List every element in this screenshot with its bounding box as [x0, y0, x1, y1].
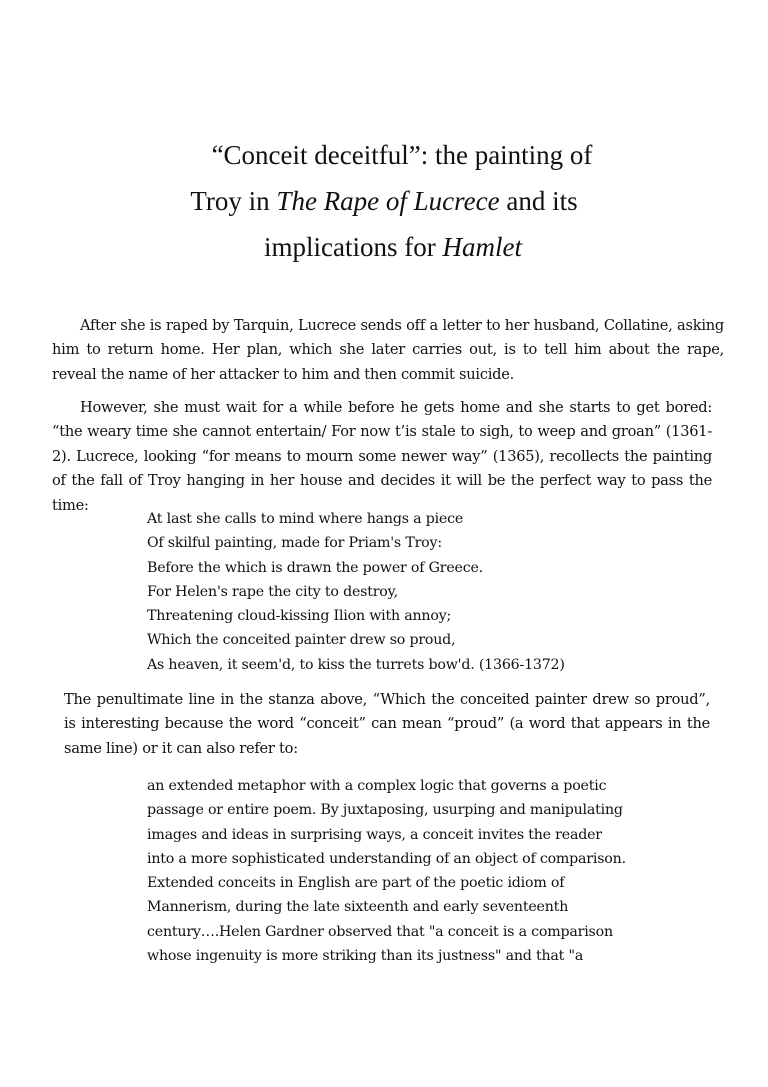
quote-line: Of skilful painting, made for Priam's Troy: [147, 535, 442, 552]
quote-line: At last she calls to mind where hangs a piece [147, 511, 464, 527]
quote-line: Threatening cloud-kissing Ilion with annoy; [147, 608, 452, 625]
quote-line: century….Helen Gardner observed that "a conceit is a comparison [147, 923, 613, 940]
title-work-lucrece: The Rape of Lucrece [276, 186, 500, 216]
title-line-3-start: implications for [264, 232, 443, 262]
title-line-2-start: Troy in [190, 186, 277, 216]
quote-line: whose ingenuity is more striking than its justness" and that "a [147, 948, 584, 965]
quote-line: Which the conceited painter drew so proud, [147, 632, 456, 649]
body-paragraph-2: However, she must wait for a while before he gets home and she starts to get bored: “the weary time she cannot entertain/ For now t’is stale to sigh, to weep and groan” (1361-2). Lucrece, looking “for means to mourn some newer way” (1365), recollects the painting of the fall of Troy hanging in her house and decides it will be the perfect way to pass the time: [52, 399, 712, 514]
quote-line: images and ideas in surprising ways, a conceit invites the reader [147, 826, 602, 843]
body-paragraph-1: After she is raped by Tarquin, Lucrece sends off a letter to her husband, Collatine, asking him to return home. Her plan, which she later carries out, is to tell him about the rape, reveal the name of her attacker to him and then commit suicide. [52, 317, 724, 383]
quote-line: Before the which is drawn the power of Greece. [147, 559, 483, 576]
title-line-1: “Conceit deceitful”: the painting of [211, 140, 593, 170]
document-title [0, 132, 768, 270]
quote-line: Extended conceits in English are part of the poetic idiom of [147, 875, 565, 892]
quote-line: passage or entire poem. By juxtaposing, usurping and manipulating [147, 802, 623, 819]
body-paragraph-3: The penultimate line in the stanza above, “Which the conceited painter drew so proud”, is interesting because the word “conceit” can mean “proud” (a word that appears in the same line) or it can also refer to: [64, 691, 710, 757]
title-line-2 [0, 178, 768, 224]
quote-line: Mannerism, during the late sixteenth and early seventeenth [147, 899, 569, 916]
block-quote-lucrece [147, 507, 707, 677]
title-work-hamlet: Hamlet [442, 232, 522, 262]
quote-line: into a more sophisticated understanding of an object of comparison. [147, 850, 626, 867]
quote-line: As heaven, it seem'd, to kiss the turrets bow'd. (1366-1372) [147, 656, 565, 673]
block-quote-conceit-definition [147, 774, 647, 968]
quote-line: an extended metaphor with a complex logic that governs a poetic [147, 778, 607, 794]
quote-line: For Helen's rape the city to destroy, [147, 583, 398, 600]
title-line-3 [0, 224, 768, 270]
title-line-2-end: and its [499, 186, 578, 216]
